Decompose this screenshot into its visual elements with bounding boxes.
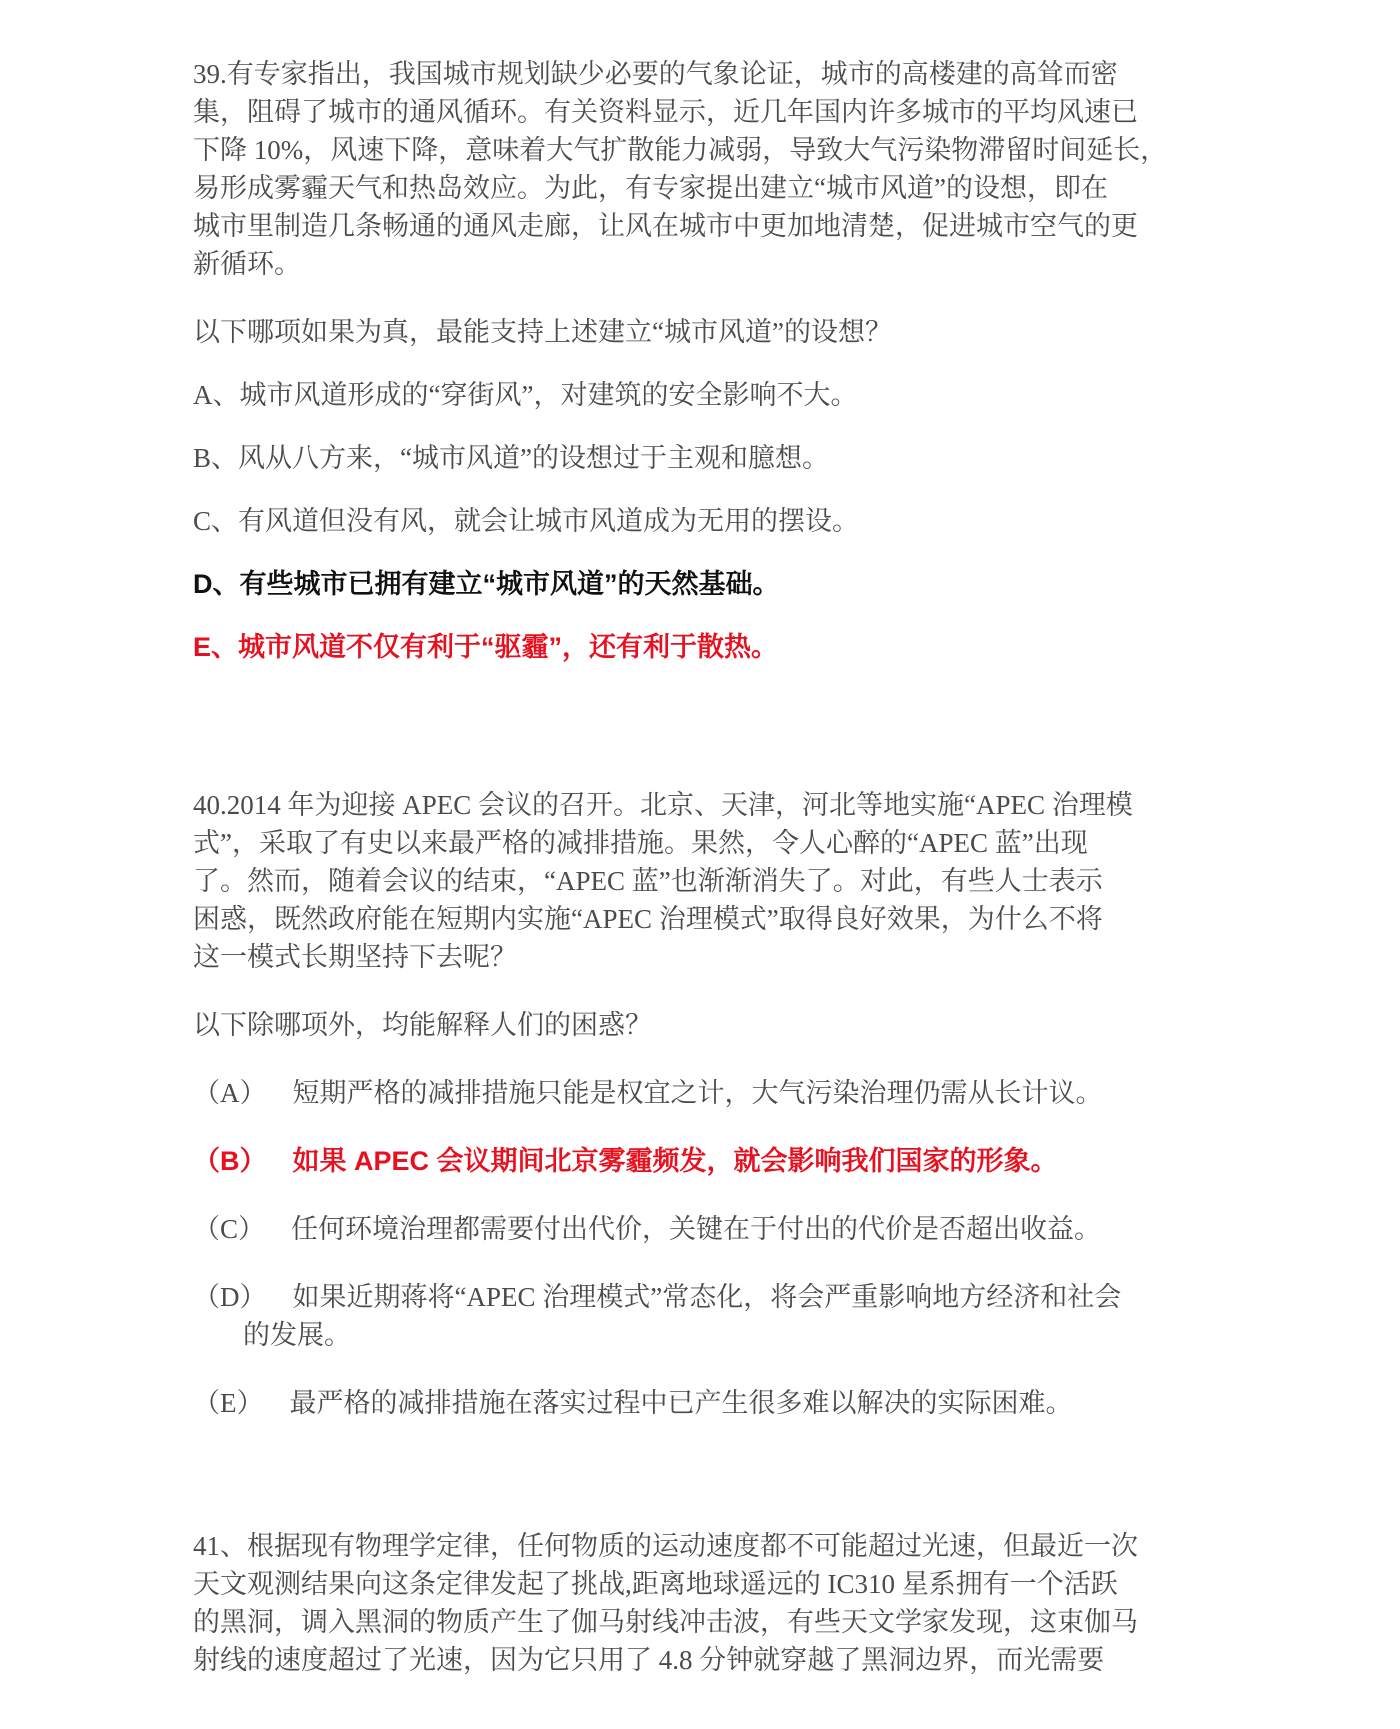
question-39-prompt: 以下哪项如果为真，最能支持上述建立“城市风道”的设想？ — [193, 317, 892, 347]
option-label: D、 — [193, 569, 240, 599]
question-41-body-line: 41、根据现有物理学定律，任何物质的运动速度都不可能超过光速，但最近一次 — [193, 1531, 1138, 1561]
question-39-option-a — [193, 376, 1215, 414]
option-text: 短期严格的减排措施只能是权宜之计，大气污染治理仍需从长计议。 — [292, 1078, 1103, 1108]
option-text: 最严格的减排措施在落实过程中已产生很多难以解决的实际困难。 — [289, 1388, 1073, 1418]
option-text-continuation: 的发展。 — [243, 1320, 351, 1350]
question-39-body — [193, 55, 1215, 283]
question-40-option-e — [193, 1384, 1215, 1422]
question-40-options — [193, 1074, 1215, 1422]
option-text: 城市风道形成的“穿街风”，对建筑的安全影响不大。 — [239, 380, 858, 410]
question-40-option-d — [193, 1278, 1215, 1354]
option-text: 城市风道不仅有利于“驱霾”，还有利于散热。 — [238, 632, 779, 662]
question-40-body-line: 这一模式长期坚持下去呢？ — [193, 942, 517, 972]
option-label: A、 — [193, 380, 240, 410]
question-39-body-line: 下降 10%，风速下降，意味着大气扩散能力减弱，导致大气污染物滞留时间延长， — [193, 135, 1168, 165]
question-39-body-line: 新循环。 — [193, 249, 301, 279]
question-40-option-a — [193, 1074, 1215, 1112]
option-text: 如果近期蒋将“APEC 治理模式”常态化，将会严重影响地方经济和社会 — [292, 1282, 1122, 1312]
question-40-body — [193, 786, 1215, 976]
question-41-body-line: 射线的速度超过了光速，因为它只用了 4.8 分钟就穿越了黑洞边界，而光需要 — [193, 1645, 1105, 1675]
option-label: C、 — [193, 506, 239, 536]
option-label: E、 — [193, 632, 239, 662]
option-label: （D） — [193, 1282, 267, 1312]
question-40-body-line: 了。然而，随着会议的结束，“APEC 蓝”也渐渐消失了。对此，有些人士表示 — [193, 866, 1103, 896]
option-label: （A） — [193, 1078, 267, 1108]
question-40-body-line: 困惑，既然政府能在短期内实施“APEC 治理模式”取得良好效果，为什么不将 — [193, 904, 1103, 934]
question-39 — [193, 55, 1215, 666]
question-39-body-line: 39.有专家指出，我国城市规划缺少必要的气象论证，城市的高楼建的高耸而密 — [193, 59, 1118, 89]
question-40-option-b — [193, 1142, 1215, 1180]
option-text: 有些城市已拥有建立“城市风道”的天然基础。 — [239, 569, 780, 599]
question-39-options — [193, 376, 1215, 666]
question-41 — [193, 1527, 1215, 1679]
question-40-option-c — [193, 1210, 1215, 1248]
question-39-option-d — [193, 565, 1215, 603]
question-39-body-line: 集，阻碍了城市的通风循环。有关资料显示，近几年国内许多城市的平均风速已 — [193, 97, 1138, 127]
option-label: （E） — [193, 1388, 264, 1418]
option-text: 风从八方来，“城市风道”的设想过于主观和臆想。 — [238, 443, 829, 473]
question-39-option-b — [193, 439, 1215, 477]
question-41-body — [193, 1527, 1215, 1679]
option-label: B、 — [193, 443, 239, 473]
question-40-body-line: 式”，采取了有史以来最严格的减排措施。果然，令人心醉的“APEC 蓝”出现 — [193, 828, 1088, 858]
question-40-body-line: 40.2014 年为迎接 APEC 会议的召开。北京、天津，河北等地实施“APEC 治理模 — [193, 790, 1133, 820]
option-label: （B） — [193, 1146, 267, 1176]
question-40-prompt: 以下除哪项外，均能解释人们的困惑？ — [193, 1010, 652, 1040]
option-text: 如果 APEC 会议期间北京雾霾频发，就会影响我们国家的形象。 — [292, 1146, 1058, 1176]
question-41-body-line: 天文观测结果向这条定律发起了挑战,距离地球遥远的 IC310 星系拥有一个活跃 — [193, 1569, 1118, 1599]
option-label: （C） — [193, 1214, 266, 1244]
option-line — [193, 1278, 1215, 1316]
question-39-body-line: 城市里制造几条畅通的通风走廊，让风在城市中更加地清楚，促进城市空气的更 — [193, 211, 1138, 241]
option-text: 有风道但没有风，就会让城市风道成为无用的摆设。 — [238, 506, 860, 536]
option-text: 任何环境治理都需要付出代价，关键在于付出的代价是否超出收益。 — [291, 1214, 1102, 1244]
question-39-option-c — [193, 502, 1215, 540]
question-39-option-e — [193, 628, 1215, 666]
question-41-body-line: 的黑洞，调入黑洞的物质产生了伽马射线冲击波，有些天文学家发现，这束伽马 — [193, 1607, 1138, 1637]
question-40 — [193, 786, 1215, 1422]
question-39-body-line: 易形成雾霾天气和热岛效应。为此，有专家提出建立“城市风道”的设想，即在 — [193, 173, 1108, 203]
